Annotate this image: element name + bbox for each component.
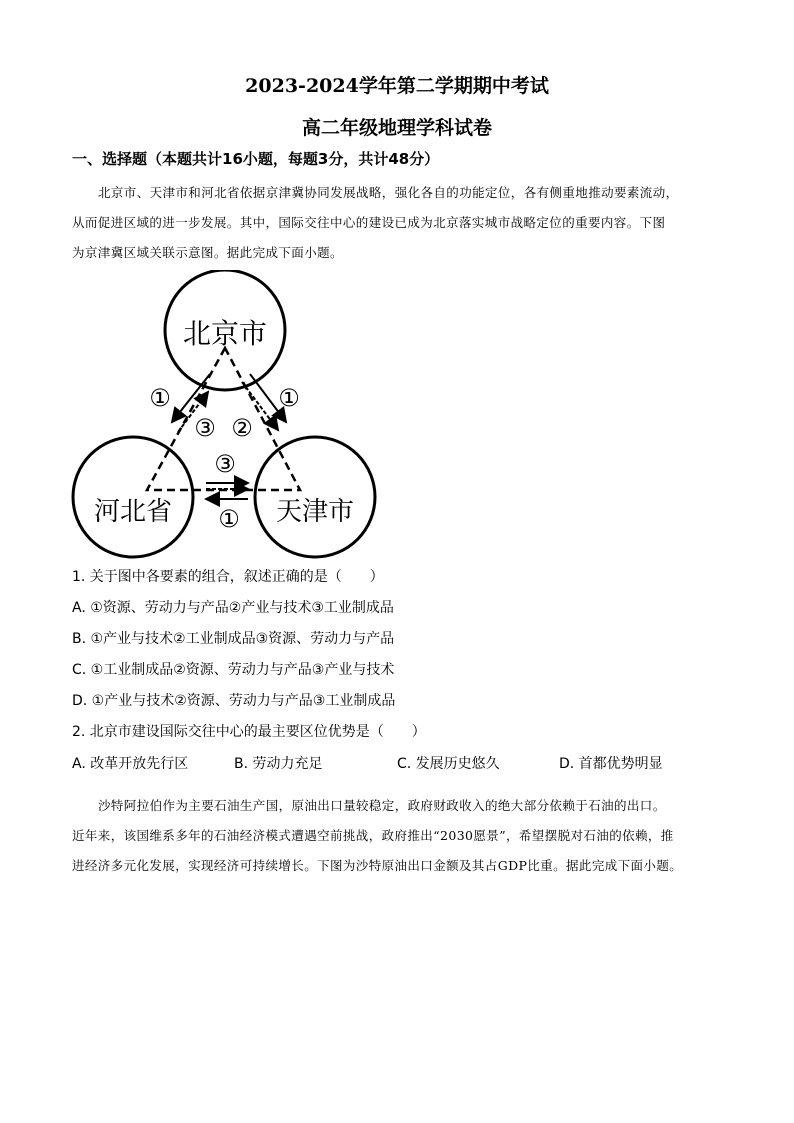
beijing-label: 北京市 xyxy=(182,317,268,350)
question-2-option-b[interactable]: B. 劳动力充足 xyxy=(234,756,323,772)
question-1-option-d[interactable]: D. ①产业与技术②资源、劳动力与产品③工业制成品 xyxy=(72,693,396,709)
passage-1-line: 北京市、天津市和河北省依据京津冀协同发展战略，强化各自的功能定位，各有侧重地推动要素流动， xyxy=(98,185,679,200)
passage-2-line: 沙特阿拉伯作为主要石油生产国，原油出口量较稳定，政府财政收入的绝大部分依赖于石油的出口。 xyxy=(98,798,666,813)
exam-title: 2023-2024学年第二学期期中考试 xyxy=(245,75,549,97)
arrow-label: ③ xyxy=(214,450,236,478)
question-1-option-a[interactable]: A. ①资源、劳动力与产品②产业与技术③工业制成品 xyxy=(72,600,394,616)
passage-2-line: 近年来，该国维系多年的石油经济模式遭遇空前挑战，政府推出“2030愿景”，希望摆脱对石油的依赖，推 xyxy=(72,828,674,843)
question-2-option-d[interactable]: D. 首都优势明显 xyxy=(559,756,663,772)
section-heading: 一、选择题（本题共计16小题，每题3分，共计48分） xyxy=(72,150,440,168)
question-1-stem: 1. 关于图中各要素的组合，叙述正确的是（ ） xyxy=(72,569,384,585)
question-1-option-c[interactable]: C. ①工业制成品②资源、劳动力与产品③产业与技术 xyxy=(72,662,395,678)
passage-1-line: 为京津冀区域关联示意图。据此完成下面小题。 xyxy=(72,245,343,260)
region-link-diagram xyxy=(60,270,390,560)
hebei-label: 河北省 xyxy=(93,497,173,527)
exam-subtitle: 高二年级地理学科试卷 xyxy=(301,117,492,139)
arrow-label: ③ xyxy=(194,414,216,442)
question-2-option-a[interactable]: A. 改革开放先行区 xyxy=(72,756,189,772)
arrow-label: ① xyxy=(149,384,171,412)
passage-2 xyxy=(72,791,732,881)
passage-2-line: 进经济多元化发展，实现经济可持续增长。下图为沙特原油出口金额及其占GDP比重。据此完成下面小题。 xyxy=(72,858,683,873)
passage-1 xyxy=(72,178,732,268)
passage-1-line: 从而促进区域的进一步发展。其中，国际交往中心的建设已成为北京落实城市战略定位的重要内容。下图 xyxy=(72,215,666,230)
question-1-option-b[interactable]: B. ①产业与技术②工业制成品③资源、劳动力与产品 xyxy=(72,631,395,647)
arrow-label: ② xyxy=(231,414,253,442)
tianjin-label: 天津市 xyxy=(275,497,355,527)
arrow-label: ① xyxy=(278,384,300,412)
question-2-stem: 2. 北京市建设国际交往中心的最主要区位优势是（ ） xyxy=(72,724,426,740)
question-2-option-c[interactable]: C. 发展历史悠久 xyxy=(397,756,500,772)
arrow-label: ① xyxy=(218,505,240,533)
